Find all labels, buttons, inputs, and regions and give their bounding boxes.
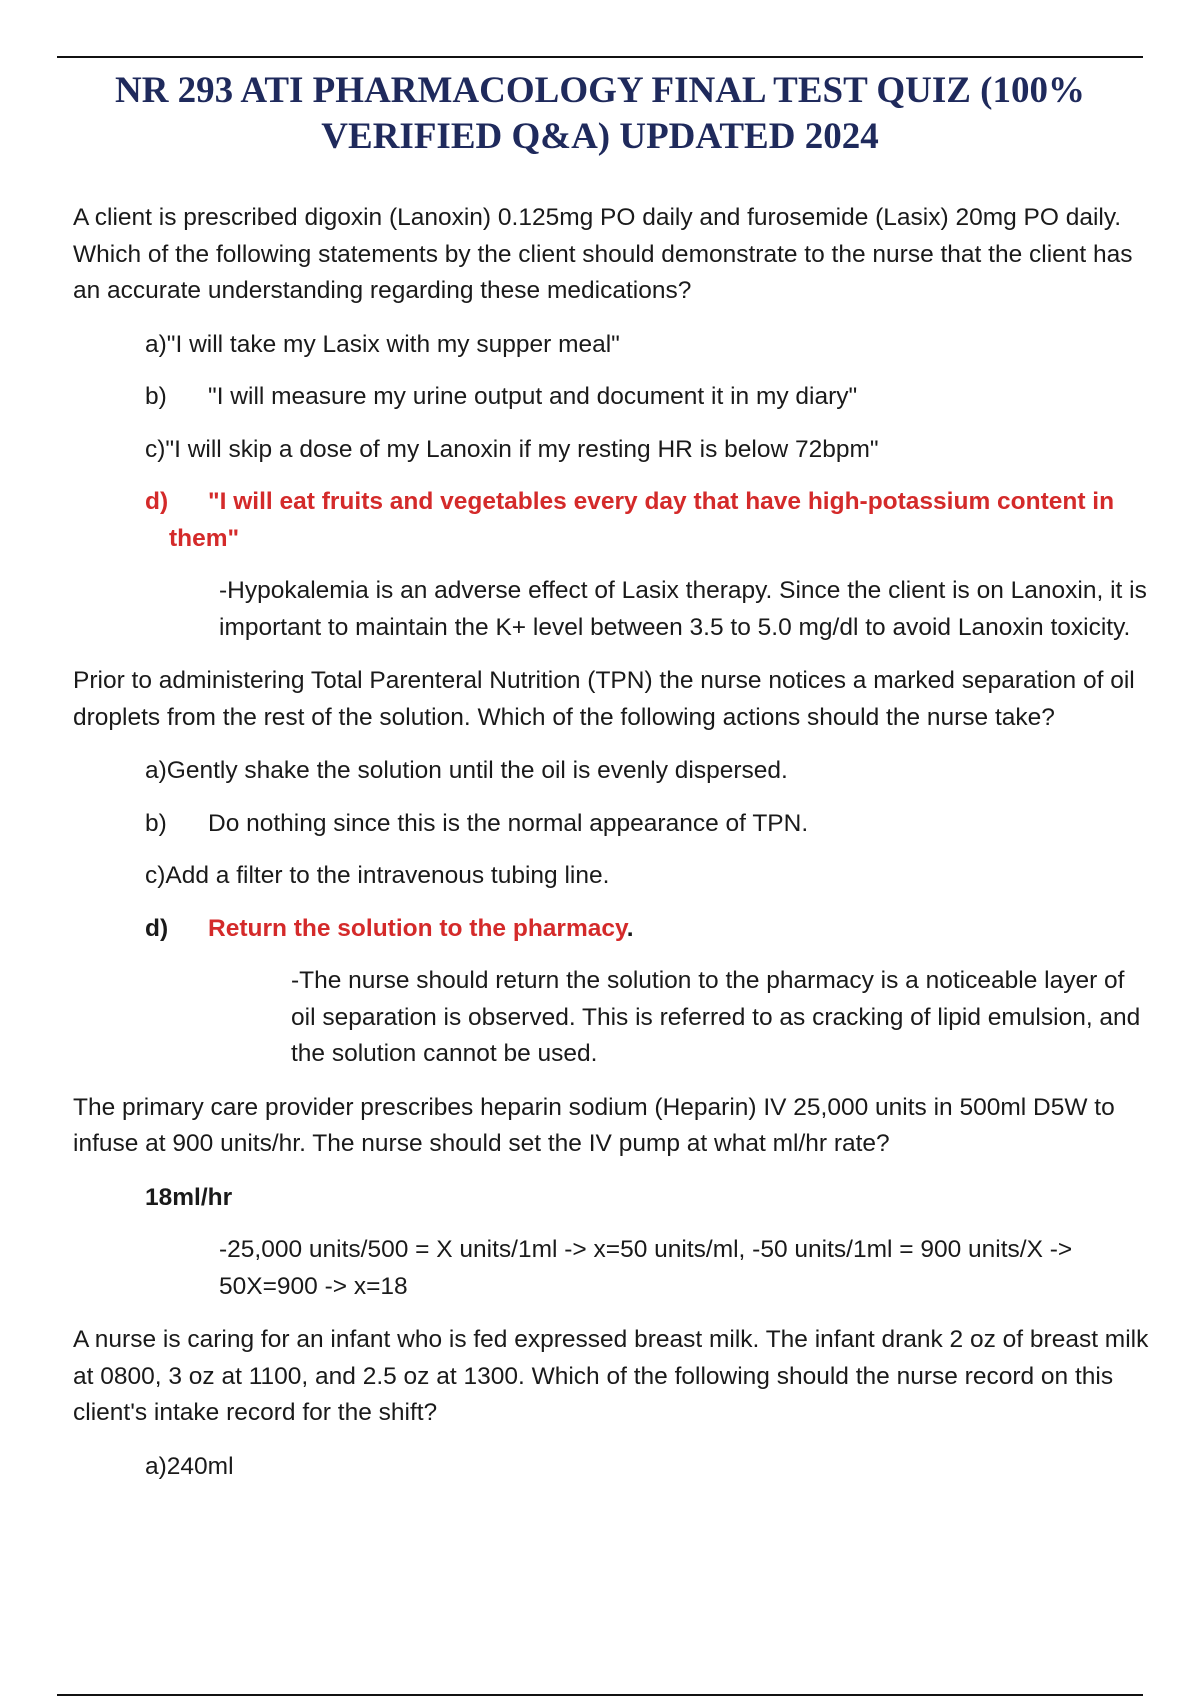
q1-option-b <box>145 379 1153 416</box>
question-3-stem: The primary care provider prescribes heparin sodium (Heparin) IV 25,000 units in 500ml D5W to infuse at 900 units/hr. The nurse should set the IV pump at what ml/hr rate? <box>73 1093 1115 1157</box>
q2-option-b-letter: b) <box>145 809 167 837</box>
q2-option-c: c)Add a filter to the intravenous tubing line. <box>145 862 610 889</box>
q1-option-d-letter: d) <box>145 488 169 515</box>
question-4-stem: A nurse is caring for an infant who is fed expressed breast milk. The infant drank 2 oz of breast milk at 0800, 3 oz at 1100, and 2.5 oz at 1300. Which of the following should the nurse record on this client's intake record for the shift? <box>73 1326 1149 1426</box>
document-title: NR 293 ATI PHARMACOLOGY FINAL TEST QUIZ (100% VERIFIED Q&A) UPDATED 2024 <box>114 70 1085 157</box>
q1-option-d-text: "I will eat fruits and vegetables every day that have high-potassium content in <box>208 488 1115 515</box>
q3-rationale: -25,000 units/500 = X units/1ml -> x=50 units/ml, -50 units/1ml = 900 units/X -> 50X=900 -> x=18 <box>219 1236 1073 1300</box>
q4-option-a: a)240ml <box>145 1452 234 1480</box>
q2-option-d-text: Return the solution to the pharmacy <box>208 914 627 942</box>
q2-option-b-text: Do nothing since this is the normal appearance of TPN. <box>208 809 809 837</box>
question-4-options <box>145 1449 1153 1486</box>
document-body <box>73 200 1153 1501</box>
q1-option-d-correct <box>145 484 1153 557</box>
q1-option-b-letter: b) <box>145 383 167 410</box>
question-2-options <box>145 753 1153 947</box>
q1-option-a: a)"I will take my Lasix with my supper meal" <box>145 330 620 358</box>
q2-option-d-period: . <box>626 914 634 942</box>
q2-option-b <box>145 806 1153 843</box>
top-rule <box>57 56 1143 58</box>
q2-option-a: a)Gently shake the solution until the oil is evenly dispersed. <box>145 757 788 784</box>
q2-rationale: -The nurse should return the solution to the pharmacy is a noticeable layer of oil separation is observed. This is referred to as cracking of lipid emulsion, and the solution cannot be used. <box>291 967 1141 1067</box>
q1-option-d-text-cont: them" <box>169 524 240 552</box>
q3-answer: 18ml/hr <box>145 1183 233 1211</box>
question-2-stem: Prior to administering Total Parenteral Nutrition (TPN) the nurse notices a marked separation of oil droplets from the rest of the solution. Which of the following actions should the nurse take? <box>73 667 1135 731</box>
q2-option-d-correct <box>145 911 1153 948</box>
bottom-rule <box>57 1694 1143 1696</box>
q1-option-c: c)"I will skip a dose of my Lanoxin if my resting HR is below 72bpm" <box>145 435 879 463</box>
question-1-stem: A client is prescribed digoxin (Lanoxin) 0.125mg PO daily and furosemide (Lasix) 20mg PO daily. Which of the following statements by the client should demonstrate to the nurse that the client has an accurate understanding regarding these medications? <box>73 204 1133 304</box>
q1-rationale: -Hypokalemia is an adverse effect of Lasix therapy. Since the client is on Lanoxin, it is important to maintain the K+ level between 3.5 to 5.0 mg/dl to avoid Lanoxin toxicity. <box>219 577 1147 641</box>
question-1-options <box>145 327 1153 558</box>
q2-option-d-letter: d) <box>145 914 169 942</box>
q1-option-b-text: "I will measure my urine output and document it in my diary" <box>208 383 858 410</box>
